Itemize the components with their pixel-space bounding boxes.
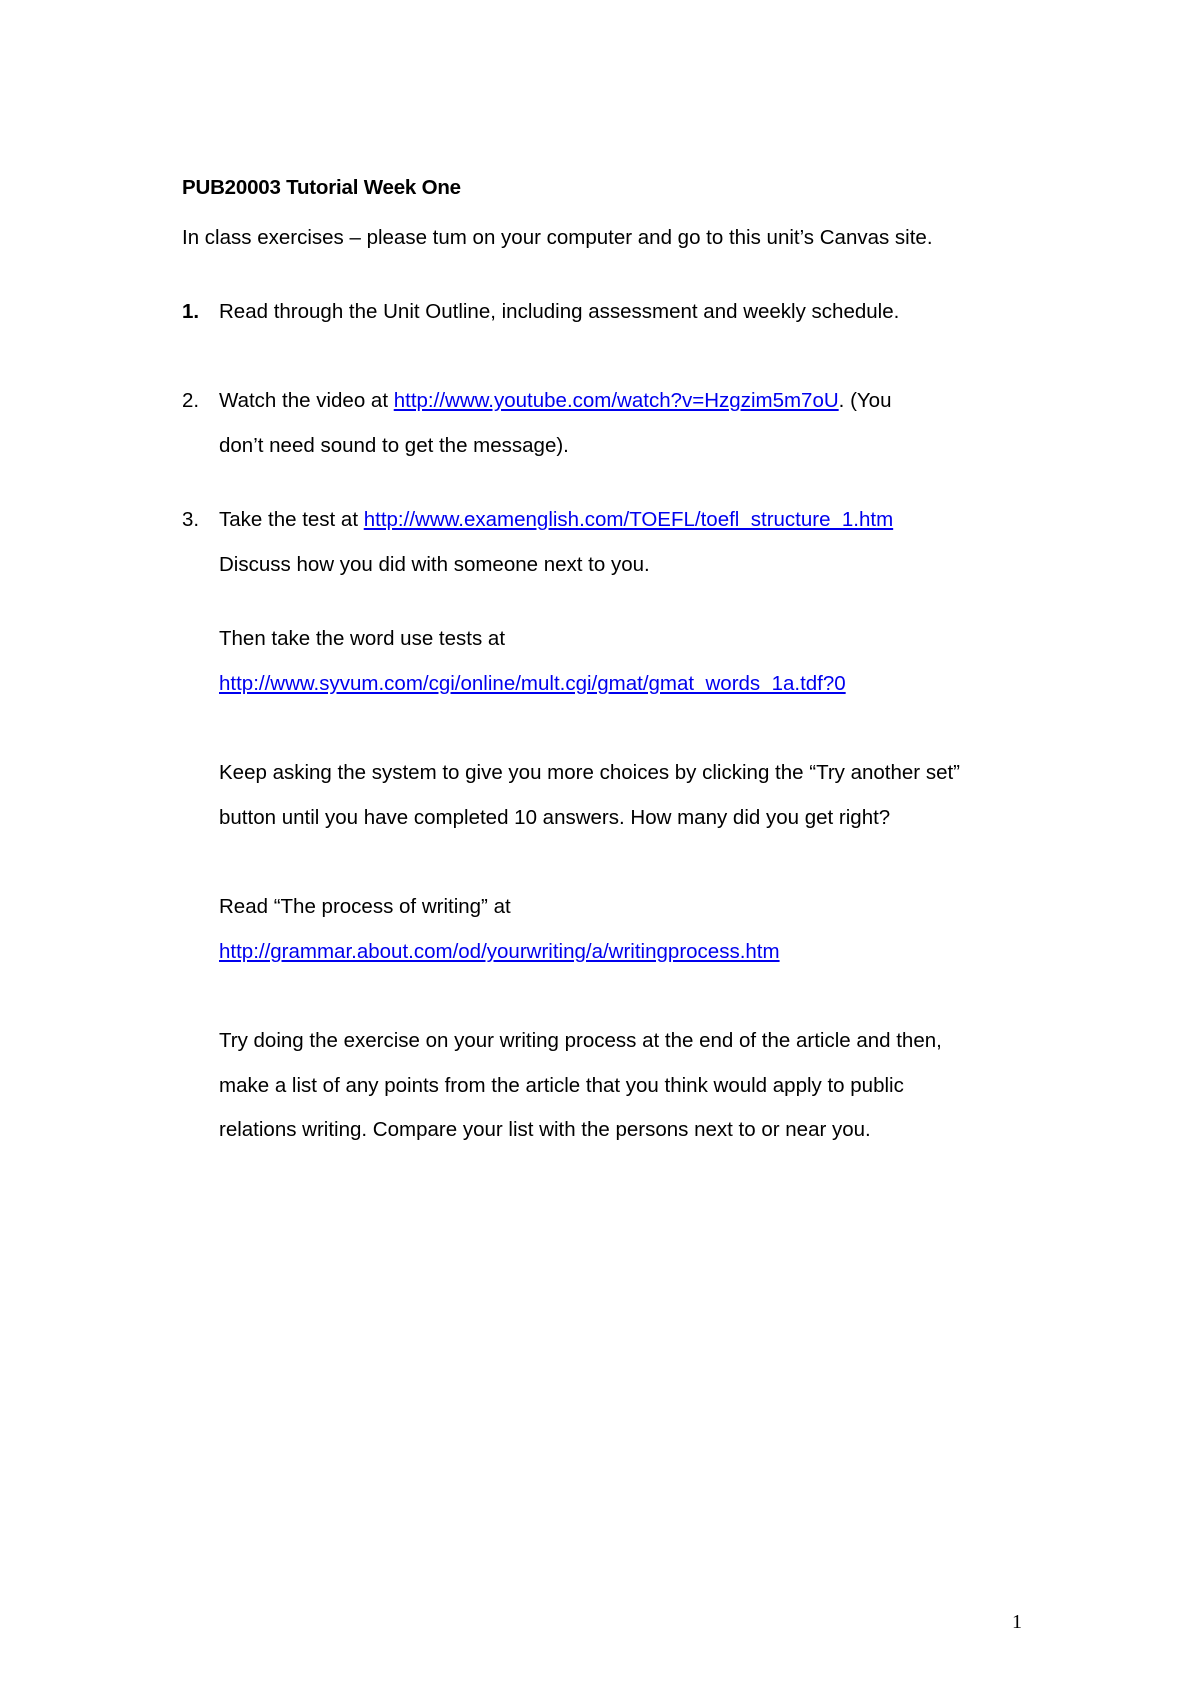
list-item-2-line-2: don’t need sound to get the message). (219, 434, 569, 457)
document-title: PUB20003 Tutorial Week One (182, 176, 461, 199)
youtube-link[interactable]: http://www.youtube.com/watch?v=Hzgzim5m7oU (393, 389, 839, 412)
list-number-2: 2. (182, 389, 200, 412)
list-number-1: 1. (182, 300, 200, 323)
word-use-tests-text: Then take the word use tests at (219, 627, 506, 650)
exercise-line-1: Try doing the exercise on your writing process at the end of the article and then, (219, 1029, 942, 1052)
grammar-about-link[interactable]: http://grammar.about.com/od/yourwriting/a/writingprocess.htm (219, 940, 780, 963)
process-of-writing-text: Read “The process of writing” at (219, 895, 511, 918)
list-number-3: 3. (182, 508, 200, 531)
list-item-1-text: Read through the Unit Outline, including assessment and weekly schedule. (219, 300, 900, 323)
list-item-3-line-1 (219, 508, 893, 532)
list-item-3-text-before: Take the test at (219, 508, 364, 531)
examenglish-link[interactable]: http://www.examenglish.com/TOEFL/toefl_structure_1.htm (363, 508, 894, 531)
page-number: 1 (1012, 1611, 1022, 1633)
list-item-2-text-before: Watch the video at (219, 389, 394, 412)
list-item-2-text-after: . (You (838, 389, 892, 412)
exercise-line-3: relations writing. Compare your list with the persons next to or near you. (219, 1118, 871, 1141)
try-another-set-line-2: button until you have completed 10 answers. How many did you get right? (219, 806, 891, 829)
try-another-set-line-1: Keep asking the system to give you more choices by clicking the “Try another set” (219, 761, 960, 784)
syvum-link[interactable]: http://www.syvum.com/cgi/online/mult.cgi/gmat/gmat_words_1a.tdf?0 (219, 672, 846, 695)
grammar-link-line (219, 940, 780, 964)
list-item-3-line-2: Discuss how you did with someone next to you. (219, 553, 650, 576)
syvum-link-line (219, 672, 846, 696)
intro-text: In class exercises – please tum on your computer and go to this unit’s Canvas site. (182, 226, 933, 249)
exercise-line-2: make a list of any points from the article that you think would apply to public (219, 1074, 904, 1097)
list-item-2-line-1 (219, 389, 891, 413)
